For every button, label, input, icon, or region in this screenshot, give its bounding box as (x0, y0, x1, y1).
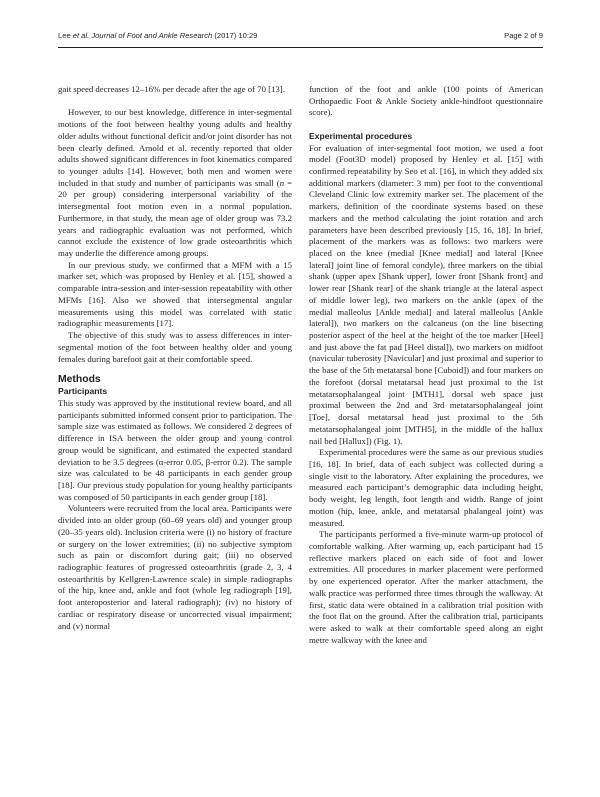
header-divider (58, 47, 543, 48)
paragraph: The objective of this study was to assess differences in inter-segmental motion of the foot between healthy older and young females during barefoot gait at their comfortable speed. (58, 330, 292, 364)
subsection-heading-procedures: Experimental procedures (309, 130, 413, 141)
running-header (58, 31, 543, 45)
paragraph-text: = 20 per group) considering interpersonal variability of the intersegmental foot motion even in a normal population. Furthermore, in that study, the mean age of older group was 73.2 years and radiographic evaluation was not performed, which cannot exclude the existence of low grade osteoarthritis which may underlie the difference among groups. (58, 177, 293, 259)
paragraph: In our previous study, we confirmed that a MFM with a 15 marker set, which was proposed by Henley et al. [15], showed a comparable intra-session and inter-session repeatability with other MFMs [16]. Also we showed that intersegmental angular measurements using this model was correlated with static radiographic measurements [17]. (58, 259, 292, 329)
paragraph: function of the foot and ankle (100 points of American Orthopaedic Foot & Ankle Society ankle-hindfoot questionnaire score). (309, 84, 543, 118)
section-heading-methods: Methods (58, 374, 101, 386)
header-journal: et al. Journal of Foot and Ankle Research (72, 31, 213, 40)
subsection-heading-participants: Participants (58, 386, 108, 397)
paragraph: This study was approved by the institutional review board, and all participants submitted informed consent prior to participation. The sample size was estimated as follows. We considered 2 degrees of difference in ISA between the older group and young control group would be significant, and estimated the expected standard deviation to be 3.5 degrees (α-error 0.05, β-error 0.2). The sample size was calculated to be 48 participants in each gender group [18]. Our previous study population for young healthy participants was composed of 50 participants in each gender group [18]. (58, 397, 292, 502)
paragraph-variable: n (279, 177, 285, 188)
paragraph: gait speed decreases 12–16% per decade after the age of 70 [13]. (58, 84, 285, 94)
paragraph (58, 107, 292, 259)
running-header-citation (58, 31, 257, 40)
page-number: Page 2 of 9 (504, 31, 543, 40)
left-column (58, 84, 292, 632)
paragraph: The participants performed a five-minute warm-up protocol of comfortable walking. After warming up, each participant had 15 reflective markers placed on each side of foot and lower extremities. All procedures in marker placement were performed by one experienced operator. After the marker attachment, the walk practice was performed three times through the walkway. At first, static data were obtained in a calibration trial position with the foot flat on the ground. After the calibration trial, participants were asked to walk at their comfortable speed along an eight metre walkway with the knee and (309, 529, 543, 645)
paragraph: Experimental procedures were the same as our previous studies [16, 18]. In brief, data of each subject was collected during a single visit to the laboratory. After explaining the procedures, we measured each participant’s demographic data including height, body weight, leg length, foot length and width. Range of joint motion (hip, knee, ankle, and metatarsal phalangeal joint) was measured. (309, 447, 543, 528)
paragraph: For evaluation of inter-segmental foot motion, we used a foot model (Foot3D model) proposed by Henley et al. [15] with confirmed repeatability by Seo et al. [16], in which they added six additional markers (diameter: 3 mm) per foot to the conventional Cleveland Clinic low extremity marker set. The placement of the markers, definition of the coordinate systems based on these markers and the method calculating the joint rotation and arch parameters have been described previously [15, 16, 18]. In brief, placement of the markers was as follows: two markers were placed on the knee (medial [Knee medial] and lateral [Knee lateral] joint line of femoral condyle), three markers on the tibial shank (upper apex [Shank upper], lower front [Shank front] and lower rear [Shank rear] of the shank triangle at the lateral aspect of middle lower leg), two markers on the ankle (apex of the medial malleolus [Ankle medial] and lateral malleolus [Ankle lateral]), two markers on the calcaneus (on the line bisecting posterior aspect of the heel at the height of the toe marker [Heel] and just above the fat pad [Heel distal]), two markers on midfoot (navicular tuberosity [Navicular] and just proximal and superior to the base of the 5th metatarsal bone [Cuboid]) and four markers on the forefoot (dorsal metatarsal head just proximal to the 1st metatarsophalangeal joint [MTH1], dorsal web space just proximal between the 2nd and 3rd metatarsophalangeal joint [Toe], dorsal metatarsal head just proximal to the 5th metatarsophalangeal joint [MTH5], in the middle of the hallux nail bed [Hallux]) (Fig. 1). (309, 142, 543, 446)
paragraph: Volunteers were recruited from the local area. Participants were divided into an older group (60–69 years old) and younger group (20–35 years old). Inclusion criteria were (i) no history of fracture or surgery on the lower extremities; (ii) no subjective symptom such as pain or discomfort during gait; (iii) no observed radiographic features of progressed osteoarthritis (grade 2, 3, 4 osteoarthritis by Kellgren-Lawrence scale) in simple radiographs of the hip, knee and, ankle and foot (whole leg radiograph [19], foot anteroposterior and lateral radiograph); (iv) no history of cardiac or respiratory disease or uncorrected visual impairment; and (v) normal (58, 503, 292, 631)
paragraph-text: However, to our best knowledge, difference in inter-segmental motions of the foot between healthy young adults and healthy older adults without functional deficit and/or joint disorder has not been clearly defined. Arnold et al. recently reported that older adults showed significant differences in foot kinematics compared to younger adults [14]. However, both men and women were included in that study and number of participants was small ( (58, 107, 292, 188)
header-volume: (2017) 10:29 (212, 31, 258, 40)
right-column (309, 84, 543, 646)
header-authors: Lee (58, 31, 73, 40)
